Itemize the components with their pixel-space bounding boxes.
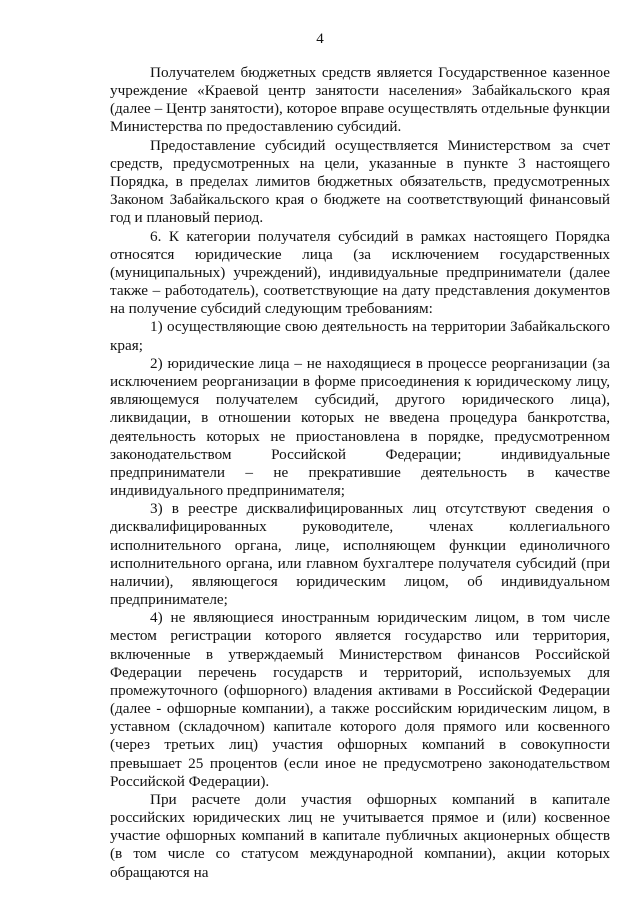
paragraph-requirement-1: 1) осуществляющие свою деятельность на территории Забайкальского края; [110, 318, 610, 354]
paragraph-subsidy-provision: Предоставление субсидий осуществляется Министерством за счет средств, предусмотренных на цели, указанные в пункте 3 настоящего Порядка, в пределах лимитов бюджетных обязательств, предусмотренных Законом Забайкальского края о бюджете на соответствующий финансовый год и плановый период. [110, 136, 610, 227]
page-number: 4 [316, 31, 324, 47]
paragraph-budget-recipient: Получателем бюджетных средств является Государственное казенное учреждение «Краевой центр занятости населения» Забайкальского края (далее – Центр занятости), которое вправе осуществлять отдельные функции Министерства по предоставлению субсидий. [110, 64, 610, 136]
paragraph-requirement-4: 4) не являющиеся иностранным юридическим лицом, в том числе местом регистрации которого является государство или территория, включенные в утверждаемый Министерством финансов Российской Федерации перечень государств и территорий, используемых для промежуточного (офшорного) владения активами в Российской Федерации (далее - офшорные компании), а также российским юридическим лицом, в уставном (складочном) капитале которого доля прямого или косвенного (через третьих лиц) участия офшорных компаний в совокупности превышает 25 процентов (если иное не предусмотрено законодательством Российской Федерации). [110, 609, 610, 790]
paragraph-item-6: 6. К категории получателя субсидий в рамках настоящего Порядка относятся юридические лица (за исключением государственных (муниципальных) учреждений), индивидуальные предприниматели (далее также – работодатель), соответствующие на дату представления документов на получение субсидий следующим требованиям: [110, 227, 610, 318]
paragraph-offshore-calculation: При расчете доли участия офшорных компаний в капитале российских юридических лиц не учитывается прямое и (или) косвенное участие офшорных компаний в капитале публичных акционерных обществ (в том числе со статусом международной компании), акции которых обращаются на [110, 790, 610, 881]
paragraph-requirement-3: 3) в реестре дисквалифицированных лиц отсутствуют сведения о дисквалифицированных руководителе, членах коллегиального исполнительного органа, лице, исполняющем функции единоличного исполнительного органа, или главном бухгалтере получателя субсидий (при наличии), являющегося юридическим лицом, об индивидуальном предпринимателе; [110, 500, 610, 608]
document-body [110, 64, 610, 882]
paragraph-requirement-2: 2) юридические лица – не находящиеся в процессе реорганизации (за исключением реорганизации в форме присоединения к юридическому лицу, являющемуся получателем субсидий, другого юридического лица), ликвидации, в отношении которых не введена процедура банкротства, деятельность которых не приостановлена в порядке, предусмотренном законодательством Российской Федерации; индивидуальные предприниматели – не прекратившие деятельность в качестве индивидуального предпринимателя; [110, 354, 610, 499]
